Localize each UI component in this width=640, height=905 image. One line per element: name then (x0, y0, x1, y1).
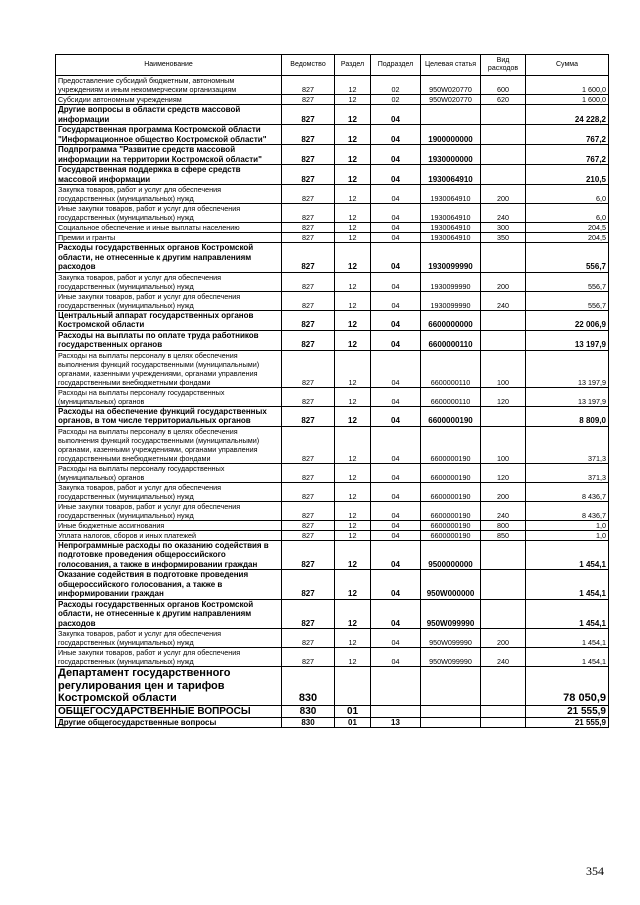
table-row (56, 406, 609, 426)
cell-target (421, 705, 481, 717)
cell-name: Расходы на выплаты персоналу в целях обеспечения выполнения функций государственными (муниципальными) органами, казенными учреждениями, органами управления государственными внебюджетными фондами (56, 426, 282, 463)
cell-sum: 21 555,9 (526, 717, 609, 728)
cell-sum: 78 050,9 (526, 667, 609, 706)
cell-type (481, 145, 526, 165)
cell-type: 600 (481, 76, 526, 95)
table-row (56, 243, 609, 273)
cell-type (481, 705, 526, 717)
cell-type: 620 (481, 95, 526, 105)
cell-department: 827 (282, 570, 335, 600)
cell-target: 1930064910 (421, 185, 481, 204)
cell-section: 12 (335, 599, 371, 629)
cell-subsection: 04 (371, 291, 421, 310)
cell-subsection: 04 (371, 426, 421, 463)
cell-target: 6600000000 (421, 310, 481, 330)
cell-subsection: 04 (371, 530, 421, 540)
cell-subsection: 04 (371, 648, 421, 667)
cell-sum: 8 436,7 (526, 482, 609, 501)
cell-name: Департамент государственного регулирования цен и тарифов Костромской области (56, 667, 282, 706)
cell-department: 827 (282, 426, 335, 463)
cell-section: 12 (335, 520, 371, 530)
cell-section: 12 (335, 95, 371, 105)
cell-type: 300 (481, 223, 526, 233)
cell-type: 200 (481, 185, 526, 204)
cell-target: 1930099990 (421, 243, 481, 273)
cell-department: 827 (282, 223, 335, 233)
cell-sum: 204,5 (526, 233, 609, 243)
cell-section: 12 (335, 76, 371, 95)
table-row (56, 501, 609, 520)
cell-sum: 1,0 (526, 520, 609, 530)
table-row (56, 165, 609, 185)
cell-sum: 21 555,9 (526, 705, 609, 717)
header-section: Раздел (335, 55, 371, 76)
table-row (56, 310, 609, 330)
cell-subsection (371, 705, 421, 717)
cell-section: 12 (335, 105, 371, 125)
cell-section: 12 (335, 540, 371, 570)
cell-name: Иные закупки товаров, работ и услуг для обеспечения государственных (муниципальных) нужд (56, 501, 282, 520)
cell-department: 827 (282, 387, 335, 406)
cell-name: Непрограммные расходы по оказанию содействия в подготовке проведения общероссийского голосования, а также в информировании граждан (56, 540, 282, 570)
cell-name: Подпрограмма "Развитие средств массовой информации на территории Костромской области" (56, 145, 282, 165)
cell-sum: 6,0 (526, 204, 609, 223)
cell-target: 9500000000 (421, 540, 481, 570)
cell-section: 12 (335, 272, 371, 291)
cell-target: 950W020770 (421, 95, 481, 105)
table-row (56, 482, 609, 501)
table-row (56, 667, 609, 706)
cell-target: 1900000000 (421, 125, 481, 145)
cell-name: Закупка товаров, работ и услуг для обеспечения государственных (муниципальных) нужд (56, 629, 282, 648)
cell-name: Предоставление субсидий бюджетным, автономным учреждениям и иным некоммерческим организациям (56, 76, 282, 95)
cell-name: ОБЩЕГОСУДАРСТВЕННЫЕ ВОПРОСЫ (56, 705, 282, 717)
cell-department: 827 (282, 406, 335, 426)
cell-target: 950W099990 (421, 629, 481, 648)
cell-name: Государственная поддержка в сфере средств массовой информации (56, 165, 282, 185)
cell-department: 827 (282, 463, 335, 482)
table-row (56, 530, 609, 540)
table-row (56, 291, 609, 310)
table-row (56, 540, 609, 570)
table-row (56, 629, 609, 648)
cell-section: 12 (335, 165, 371, 185)
cell-name: Иные бюджетные ассигнования (56, 520, 282, 530)
cell-section: 12 (335, 387, 371, 406)
cell-target: 6600000190 (421, 482, 481, 501)
cell-subsection: 04 (371, 204, 421, 223)
cell-department: 827 (282, 629, 335, 648)
cell-target: 6600000190 (421, 520, 481, 530)
cell-target: 6600000110 (421, 330, 481, 350)
cell-subsection (371, 667, 421, 706)
cell-sum: 13 197,9 (526, 387, 609, 406)
cell-subsection: 02 (371, 76, 421, 95)
cell-name: Расходы государственных органов Костромской области, не отнесенные к другим направлениям расходов (56, 599, 282, 629)
cell-name: Расходы на выплаты персоналу в целях обеспечения выполнения функций государственными (муниципальными) органами, казенными учреждениями, органами управления государственными внебюджетными фондами (56, 350, 282, 387)
cell-subsection: 04 (371, 125, 421, 145)
cell-department: 827 (282, 501, 335, 520)
cell-section: 12 (335, 648, 371, 667)
cell-sum: 8 436,7 (526, 501, 609, 520)
cell-sum: 1 454,1 (526, 540, 609, 570)
cell-target: 1930064910 (421, 204, 481, 223)
cell-subsection: 04 (371, 330, 421, 350)
cell-department: 827 (282, 233, 335, 243)
cell-target: 6600000110 (421, 350, 481, 387)
cell-section: 12 (335, 204, 371, 223)
table-row (56, 350, 609, 387)
cell-target: 1930099990 (421, 291, 481, 310)
cell-sum: 1 454,1 (526, 648, 609, 667)
cell-type: 850 (481, 530, 526, 540)
cell-sum: 1 454,1 (526, 570, 609, 600)
cell-subsection: 04 (371, 629, 421, 648)
cell-subsection: 13 (371, 717, 421, 728)
header-type: Вид расходов (481, 55, 526, 76)
cell-target: 6600000190 (421, 501, 481, 520)
cell-name: Другие вопросы в области средств массовой информации (56, 105, 282, 125)
cell-target: 950W000000 (421, 570, 481, 600)
cell-section: 12 (335, 125, 371, 145)
table-row (56, 705, 609, 717)
cell-department: 827 (282, 520, 335, 530)
cell-target: 1930064910 (421, 233, 481, 243)
cell-sum: 6,0 (526, 185, 609, 204)
table-row (56, 95, 609, 105)
cell-name: Расходы на выплаты персоналу государственных (муниципальных) органов (56, 463, 282, 482)
cell-department: 827 (282, 540, 335, 570)
cell-section: 12 (335, 291, 371, 310)
table-row (56, 204, 609, 223)
cell-section: 12 (335, 233, 371, 243)
cell-section: 12 (335, 310, 371, 330)
cell-name: Субсидии автономным учреждениям (56, 95, 282, 105)
cell-type (481, 570, 526, 600)
page-number: 354 (586, 864, 604, 878)
cell-type (481, 599, 526, 629)
cell-type: 800 (481, 520, 526, 530)
cell-type (481, 310, 526, 330)
cell-name: Оказание содействия в подготовке проведения общероссийского голосования, а также в информировании граждан (56, 570, 282, 600)
cell-department: 827 (282, 145, 335, 165)
cell-department: 827 (282, 95, 335, 105)
cell-department: 827 (282, 310, 335, 330)
cell-department: 830 (282, 717, 335, 728)
table-row (56, 105, 609, 125)
cell-department: 827 (282, 125, 335, 145)
cell-sum: 1,0 (526, 530, 609, 540)
table-row (56, 717, 609, 728)
cell-sum: 767,2 (526, 125, 609, 145)
cell-type: 200 (481, 629, 526, 648)
cell-target: 950W099990 (421, 599, 481, 629)
cell-type (481, 330, 526, 350)
table-body (56, 76, 609, 728)
cell-section: 12 (335, 530, 371, 540)
cell-department: 827 (282, 204, 335, 223)
budget-table (55, 54, 609, 728)
cell-name: Центральный аппарат государственных органов Костромской области (56, 310, 282, 330)
cell-name: Иные закупки товаров, работ и услуг для обеспечения государственных (муниципальных) нужд (56, 204, 282, 223)
cell-department: 827 (282, 272, 335, 291)
cell-type (481, 105, 526, 125)
cell-subsection: 04 (371, 105, 421, 125)
cell-type: 120 (481, 463, 526, 482)
cell-name: Закупка товаров, работ и услуг для обеспечения государственных (муниципальных) нужд (56, 272, 282, 291)
cell-section: 12 (335, 185, 371, 204)
cell-subsection: 04 (371, 570, 421, 600)
cell-section: 12 (335, 501, 371, 520)
cell-type: 200 (481, 482, 526, 501)
cell-subsection: 04 (371, 501, 421, 520)
cell-department: 827 (282, 185, 335, 204)
cell-type: 240 (481, 648, 526, 667)
cell-subsection: 04 (371, 310, 421, 330)
cell-subsection: 04 (371, 520, 421, 530)
cell-sum: 556,7 (526, 291, 609, 310)
cell-target: 1930099990 (421, 272, 481, 291)
cell-sum: 1 454,1 (526, 629, 609, 648)
cell-name: Иные закупки товаров, работ и услуг для обеспечения государственных (муниципальных) нужд (56, 291, 282, 310)
cell-type (481, 540, 526, 570)
cell-type: 100 (481, 350, 526, 387)
cell-department: 827 (282, 648, 335, 667)
cell-section: 12 (335, 629, 371, 648)
table-row (56, 125, 609, 145)
cell-type (481, 667, 526, 706)
header-sum: Сумма (526, 55, 609, 76)
table-row (56, 330, 609, 350)
cell-name: Закупка товаров, работ и услуг для обеспечения государственных (муниципальных) нужд (56, 185, 282, 204)
cell-sum: 767,2 (526, 145, 609, 165)
cell-section: 01 (335, 705, 371, 717)
cell-type (481, 243, 526, 273)
cell-subsection: 04 (371, 243, 421, 273)
table-row (56, 76, 609, 95)
table-row (56, 145, 609, 165)
table-row (56, 570, 609, 600)
cell-name: Расходы на обеспечение функций государственных органов, в том числе территориальных органов (56, 406, 282, 426)
cell-type: 240 (481, 501, 526, 520)
cell-section: 01 (335, 717, 371, 728)
cell-name: Уплата налогов, сборов и иных платежей (56, 530, 282, 540)
cell-name: Социальное обеспечение и иные выплаты населению (56, 223, 282, 233)
cell-target (421, 105, 481, 125)
table-row (56, 272, 609, 291)
cell-department: 827 (282, 530, 335, 540)
cell-name: Иные закупки товаров, работ и услуг для обеспечения государственных (муниципальных) нужд (56, 648, 282, 667)
cell-target: 950W099990 (421, 648, 481, 667)
table-row (56, 648, 609, 667)
cell-target: 6600000190 (421, 530, 481, 540)
cell-department: 830 (282, 667, 335, 706)
cell-type (481, 717, 526, 728)
cell-target: 1930000000 (421, 145, 481, 165)
cell-subsection: 04 (371, 463, 421, 482)
cell-department: 827 (282, 76, 335, 95)
table-row (56, 426, 609, 463)
cell-department: 827 (282, 599, 335, 629)
table-row (56, 520, 609, 530)
cell-name: Расходы государственных органов Костромской области, не отнесенные к другим направлениям расходов (56, 243, 282, 273)
cell-sum: 371,3 (526, 426, 609, 463)
cell-type (481, 125, 526, 145)
cell-sum: 13 197,9 (526, 350, 609, 387)
cell-name: Расходы на выплаты по оплате труда работников государственных органов (56, 330, 282, 350)
header-name: Наименование (56, 55, 282, 76)
cell-subsection: 04 (371, 350, 421, 387)
cell-section: 12 (335, 463, 371, 482)
cell-type: 350 (481, 233, 526, 243)
cell-type: 100 (481, 426, 526, 463)
cell-target (421, 667, 481, 706)
cell-subsection: 04 (371, 233, 421, 243)
cell-subsection: 04 (371, 482, 421, 501)
cell-subsection: 04 (371, 223, 421, 233)
cell-section: 12 (335, 570, 371, 600)
cell-type: 240 (481, 204, 526, 223)
cell-section: 12 (335, 426, 371, 463)
table-row (56, 387, 609, 406)
cell-department: 827 (282, 243, 335, 273)
cell-sum: 1 600,0 (526, 76, 609, 95)
cell-department: 827 (282, 105, 335, 125)
cell-type (481, 406, 526, 426)
cell-department: 827 (282, 330, 335, 350)
cell-type: 200 (481, 272, 526, 291)
cell-sum: 371,3 (526, 463, 609, 482)
cell-subsection: 02 (371, 95, 421, 105)
cell-subsection: 04 (371, 599, 421, 629)
table-row (56, 463, 609, 482)
cell-type (481, 165, 526, 185)
cell-department: 827 (282, 350, 335, 387)
cell-section: 12 (335, 243, 371, 273)
cell-section: 12 (335, 350, 371, 387)
table-header (56, 55, 609, 76)
cell-sum: 13 197,9 (526, 330, 609, 350)
cell-department: 827 (282, 165, 335, 185)
cell-section: 12 (335, 406, 371, 426)
cell-department: 830 (282, 705, 335, 717)
cell-sum: 24 228,2 (526, 105, 609, 125)
cell-section (335, 667, 371, 706)
cell-name: Закупка товаров, работ и услуг для обеспечения государственных (муниципальных) нужд (56, 482, 282, 501)
cell-sum: 204,5 (526, 223, 609, 233)
cell-department: 827 (282, 482, 335, 501)
cell-section: 12 (335, 145, 371, 165)
cell-sum: 556,7 (526, 243, 609, 273)
cell-section: 12 (335, 223, 371, 233)
header-target: Целевая статья (421, 55, 481, 76)
cell-sum: 22 006,9 (526, 310, 609, 330)
cell-name: Расходы на выплаты персоналу государственных (муниципальных) органов (56, 387, 282, 406)
table-row (56, 185, 609, 204)
cell-target: 950W020770 (421, 76, 481, 95)
cell-subsection: 04 (371, 540, 421, 570)
cell-target: 6600000190 (421, 426, 481, 463)
table-row (56, 599, 609, 629)
table-row (56, 223, 609, 233)
cell-sum: 556,7 (526, 272, 609, 291)
cell-section: 12 (335, 330, 371, 350)
header-subsection: Подраздел (371, 55, 421, 76)
cell-target (421, 717, 481, 728)
cell-name: Государственная программа Костромской области "Информационное общество Костромской области" (56, 125, 282, 145)
cell-type: 240 (481, 291, 526, 310)
cell-sum: 1 454,1 (526, 599, 609, 629)
cell-section: 12 (335, 482, 371, 501)
header-department: Ведомство (282, 55, 335, 76)
cell-department: 827 (282, 291, 335, 310)
cell-target: 6600000110 (421, 387, 481, 406)
cell-target: 6600000190 (421, 463, 481, 482)
cell-type: 120 (481, 387, 526, 406)
table-row (56, 233, 609, 243)
cell-subsection: 04 (371, 185, 421, 204)
cell-name: Премии и гранты (56, 233, 282, 243)
cell-sum: 8 809,0 (526, 406, 609, 426)
cell-subsection: 04 (371, 165, 421, 185)
cell-target: 1930064910 (421, 223, 481, 233)
cell-target: 6600000190 (421, 406, 481, 426)
cell-name: Другие общегосударственные вопросы (56, 717, 282, 728)
cell-sum: 210,5 (526, 165, 609, 185)
cell-subsection: 04 (371, 406, 421, 426)
cell-subsection: 04 (371, 145, 421, 165)
cell-target: 1930064910 (421, 165, 481, 185)
cell-sum: 1 600,0 (526, 95, 609, 105)
cell-subsection: 04 (371, 387, 421, 406)
cell-subsection: 04 (371, 272, 421, 291)
